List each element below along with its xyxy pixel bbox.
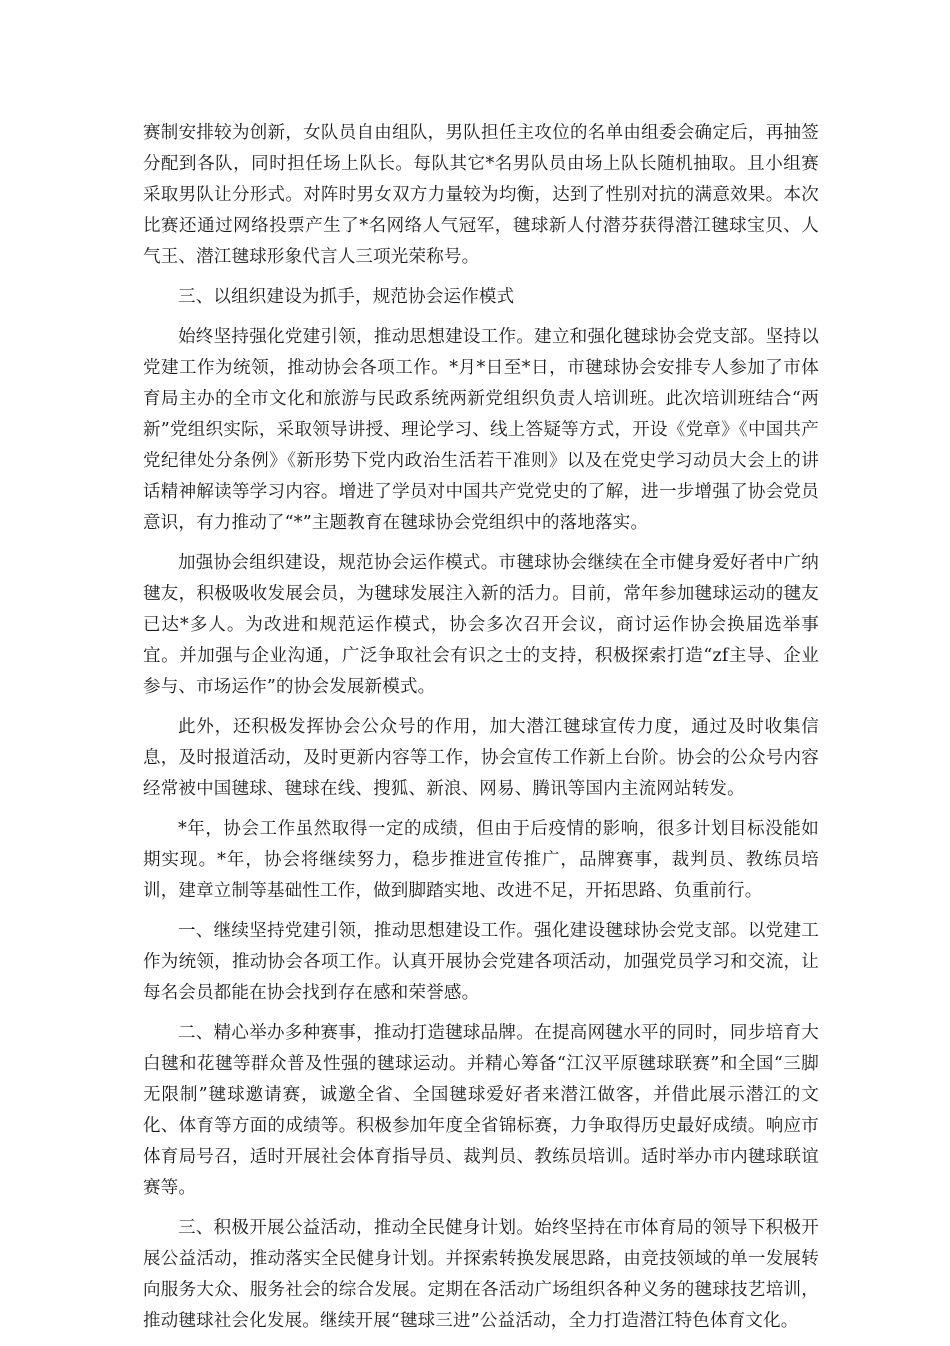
paragraph-competition-format: 赛制安排较为创新，女队员自由组队，男队担任主攻位的名单由组委会确定后，再抽签分配到各队，同时担任场上队长。每队其它*名男队员由场上队长随机抽取。且小组赛采取男队让分形式。对阵时男女双方力量较为均衡，达到了性别对抗的满意效果。本次比赛还通过网络投票产生了*名网络人气冠军，毽球新人付潜芬获得潜江毽球宝贝、人气王、潜江毽球形象代言人三项光荣称号。 — [143, 123, 819, 267]
section-heading-organization: 三、以组织建设为抓手，规范协会运作模式 — [178, 287, 515, 307]
document-page — [143, 118, 819, 1346]
paragraph-plan-two: 二、精心举办多种赛事，推动打造毽球品牌。在提高网毽水平的同时，同步培育大白毽和花毽等群众普及性强的毽球运动。并精心筹备“江汉平原毽球联赛”和全国“三脚无限制”毽球邀请赛，诚邀全省、全国毽球爱好者来潜江做客，并借此展示潜江的文化、体育等方面的成绩等。积极参加年度全省锦标赛，力争取得历史最好成绩。响应市体育局号召，适时开展社会体育指导员、裁判员、教练员培训。适时举办市内毽球联谊赛等。 — [143, 1023, 819, 1198]
paragraph-plan-three: 三、积极开展公益活动，推动全民健身计划。始终坚持在市体育局的领导下积极开展公益活动，推动落实全民健身计划。并探索转换发展思路，由竞技领域的单一发展转向服务大众、服务社会的综合发展。定期在各活动广场组织各种义务的毽球技艺培训，推动毽球社会化发展。继续开展“毽球三进”公益活动，全力打造潜江特色体育文化。 — [143, 1218, 819, 1331]
paragraph-year-summary: *年，协会工作虽然取得一定的成绩，但由于后疫情的影响，很多计划目标没能如期实现。*年，协会将继续努力，稳步推进宣传推广，品牌赛事，裁判员、教练员培训，建章立制等基础性工作，做到脚踏实地、改进不足，开拓思路、负重前行。 — [143, 819, 819, 901]
paragraph-official-account: 此外，还积极发挥协会公众号的作用，加大潜江毽球宣传力度，通过及时收集信息，及时报道活动，及时更新内容等工作，协会宣传工作新上台阶。协会的公众号内容经常被中国毽球、毽球在线、搜狐、新浪、网易、腾讯等国内主流网站转发。 — [143, 717, 819, 799]
paragraph-plan-one: 一、继续坚持党建引领，推动思想建设工作。强化建设毽球协会党支部。以党建工作为统领，推动协会各项工作。认真开展协会党建各项活动，加强党员学习和交流，让每名会员都能在协会找到存在感和荣誉感。 — [143, 921, 819, 1003]
paragraph-organization-building: 加强协会组织建设，规范协会运作模式。市毽球协会继续在全市健身爱好者中广纳毽友，积极吸收发展会员，为毽球发展注入新的活力。目前，常年参加毽球运动的毽友已达*多人。为改进和规范运作模式，协会多次召开会议，商讨运作协会换届选举事宜。并加强与企业沟通，广泛争取社会有识之士的支持，积极探索打造“zf主导、企业参与、市场运作”的协会发展新模式。 — [143, 553, 819, 697]
paragraph-party-building: 始终坚持强化党建引领，推动思想建设工作。建立和强化毽球协会党支部。坚持以党建工作为统领，推动协会各项工作。*月*日至*日，市毽球协会安排专人参加了市体育局主办的全市文化和旅游与民政系统两新党组织负责人培训班。此次培训班结合“两新”党组织实际，采取领导讲授、理论学习、线上答疑等方式，开设《党章》《中国共产党纪律处分条例》《新形势下党内政治生活若干准则》以及在党史学习动员大会上的讲话精神解读等学习内容。增进了学员对中国共产党党史的了解，进一步增强了协会党员意识，有力推动了“*”主题教育在毽球协会党组织中的落地落实。 — [143, 327, 819, 533]
